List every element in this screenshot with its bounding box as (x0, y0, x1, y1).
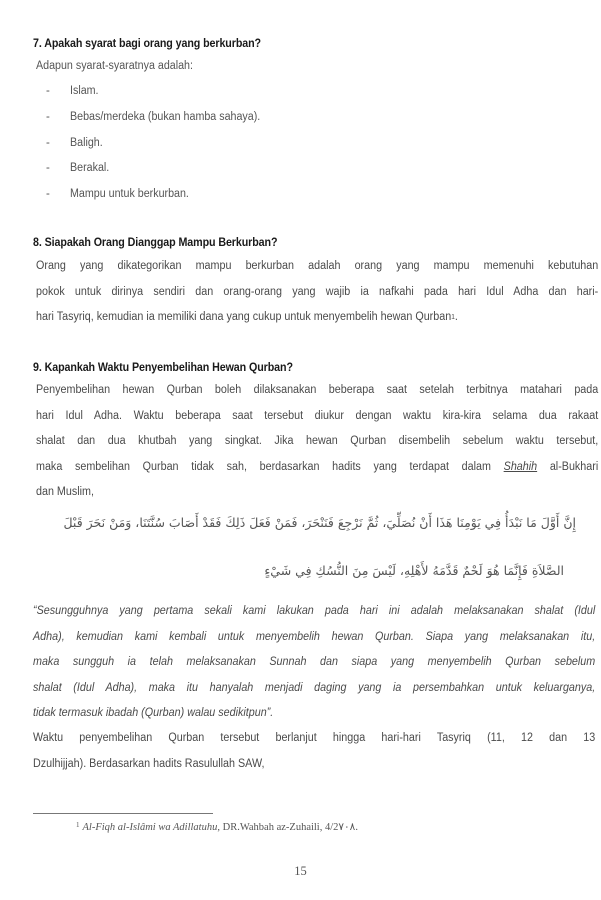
translation-line: tidak termasuk ibadah (Qurban) walau sedikitpun”. (33, 707, 274, 719)
arabic-hadith-line-2: الصَّلاَةِ فَإِنَّمَا هُوَ لَحْمٌ قَدَّمَهُ لأَهْلِهِ، لَيْسَ مِنَ النُّسُكِ فِي شَيْءٍ (264, 563, 564, 578)
section-8-heading: 8. Siapakah Orang Dianggap Mampu Berkurban? (33, 237, 278, 249)
translation-line: maka sungguh ia telah melaksanakan Sunnah dan siapa yang menyembelih Qurban sebelum (33, 656, 596, 668)
hadith-translation (33, 599, 595, 727)
translation-line: Adha), kemudian kami kembali untuk menyembelih hewan Qurban. Siapa yang melaksanakan itu, (33, 630, 596, 643)
section-7-heading: 7. Apakah syarat bagi orang yang berkurban? (33, 38, 261, 50)
paragraph-line-text: maka sembelihan Qurban tidak sah, berdasarkan hadits yang terdapat dalam (36, 460, 491, 473)
bullet-dash: - (46, 85, 50, 97)
bullet-dash: - (46, 188, 50, 200)
list-item-text: Baligh. (70, 137, 103, 149)
paragraph-line: dan Muslim, (36, 486, 94, 498)
footnote-ref[interactable]: 1 (451, 314, 455, 321)
bullet-dash: - (46, 137, 50, 149)
footnote-citation: , DR.Wahbah az-Zuhaili, 4/2٧٠٨. (217, 822, 358, 833)
bullet-dash: - (46, 111, 50, 123)
footnote (76, 821, 358, 833)
page-number: 15 (294, 864, 307, 878)
paragraph-line (36, 455, 598, 481)
translation-line: shalat (Idul Adha), maka itu hanyalah menjadi daging yang ia persembahkan untuk keluarganya, (33, 681, 596, 694)
paragraph-line: Dzulhijjah). Berdasarkan hadits Rasulullah SAW, (33, 757, 265, 770)
list-item-text: Bebas/merdeka (bukan hamba sahaya). (70, 111, 261, 123)
bullet-dash: - (46, 162, 50, 174)
list-item-text: Mampu untuk berkurban. (70, 188, 189, 200)
list-item-text: Berakal. (70, 162, 110, 174)
paragraph-line: Penyembelihan hewan Qurban boleh dilaksanakan beberapa saat setelah terbitnya matahari pada (36, 384, 599, 396)
paragraph-line: pokok untuk dirinya sendiri dan orang-orang yang wajib ia nafkahi pada hari Idul Adha dan hari- (36, 285, 599, 298)
section-7-intro: Adapun syarat-syaratnya adalah: (36, 60, 193, 72)
section-8-paragraph (36, 254, 598, 331)
paragraph-line: shalat dan dua khutbah yang singkat. Jika hewan Qurban disembelih sebelum waktu tersebut, (36, 435, 599, 447)
section-9-heading: 9. Kapankah Waktu Penyembelihan Hewan Qurban? (33, 362, 293, 374)
footnote-separator (33, 813, 213, 814)
paragraph-line (36, 305, 598, 331)
paragraph-line-text: al-Bukhari (549, 460, 599, 473)
paragraph-line: Waktu penyembelihan Qurban tersebut berlanjut hingga hari-hari Tasyriq (11, 12 dan 13 (33, 732, 596, 744)
paragraph-line: Orang yang dikategorikan mampu berkurban adalah orang yang mampu memenuhi kebutuhan (36, 260, 599, 272)
translation-line: “Sesungguhnya yang pertama sekali kami lakukan pada hari ini adalah melaksanakan shalat (Idul (33, 605, 596, 617)
section-9-paragraph (36, 378, 598, 506)
footnote-number: 1 (76, 821, 80, 829)
book-title-italic: Shahih (503, 460, 538, 473)
paragraph-line: hari Idul Adha. Waktu beberapa saat tersebut diukur dengan waktu kira-kira selama dua rakaat (36, 409, 599, 422)
arabic-hadith-line-1: إِنَّ أَوَّلَ مَا نَبْدَأُ فِي يَوْمِنَا هَذَا أَنْ نُصَلِّيَ، ثُمَّ نَرْجِعَ فَنَنْحَرَ، فَمَنْ فَعَلَ ذَلِكَ فَقَدْ أَصَابَ سُنَّتَنَا، وَمَنْ نَحَرَ قَبْلَ (63, 515, 576, 530)
paragraph-line-text: hari Tasyriq, kemudian ia memiliki dana yang cukup untuk menyembelih hewan Qurban (36, 311, 452, 323)
list-item-text: Islam. (70, 85, 99, 97)
footnote-book-title: Al-Fiqh al-Islâmi wa Adillatuhu (82, 822, 218, 833)
end-punctuation: . (454, 311, 458, 323)
continuation-paragraph (33, 726, 595, 777)
